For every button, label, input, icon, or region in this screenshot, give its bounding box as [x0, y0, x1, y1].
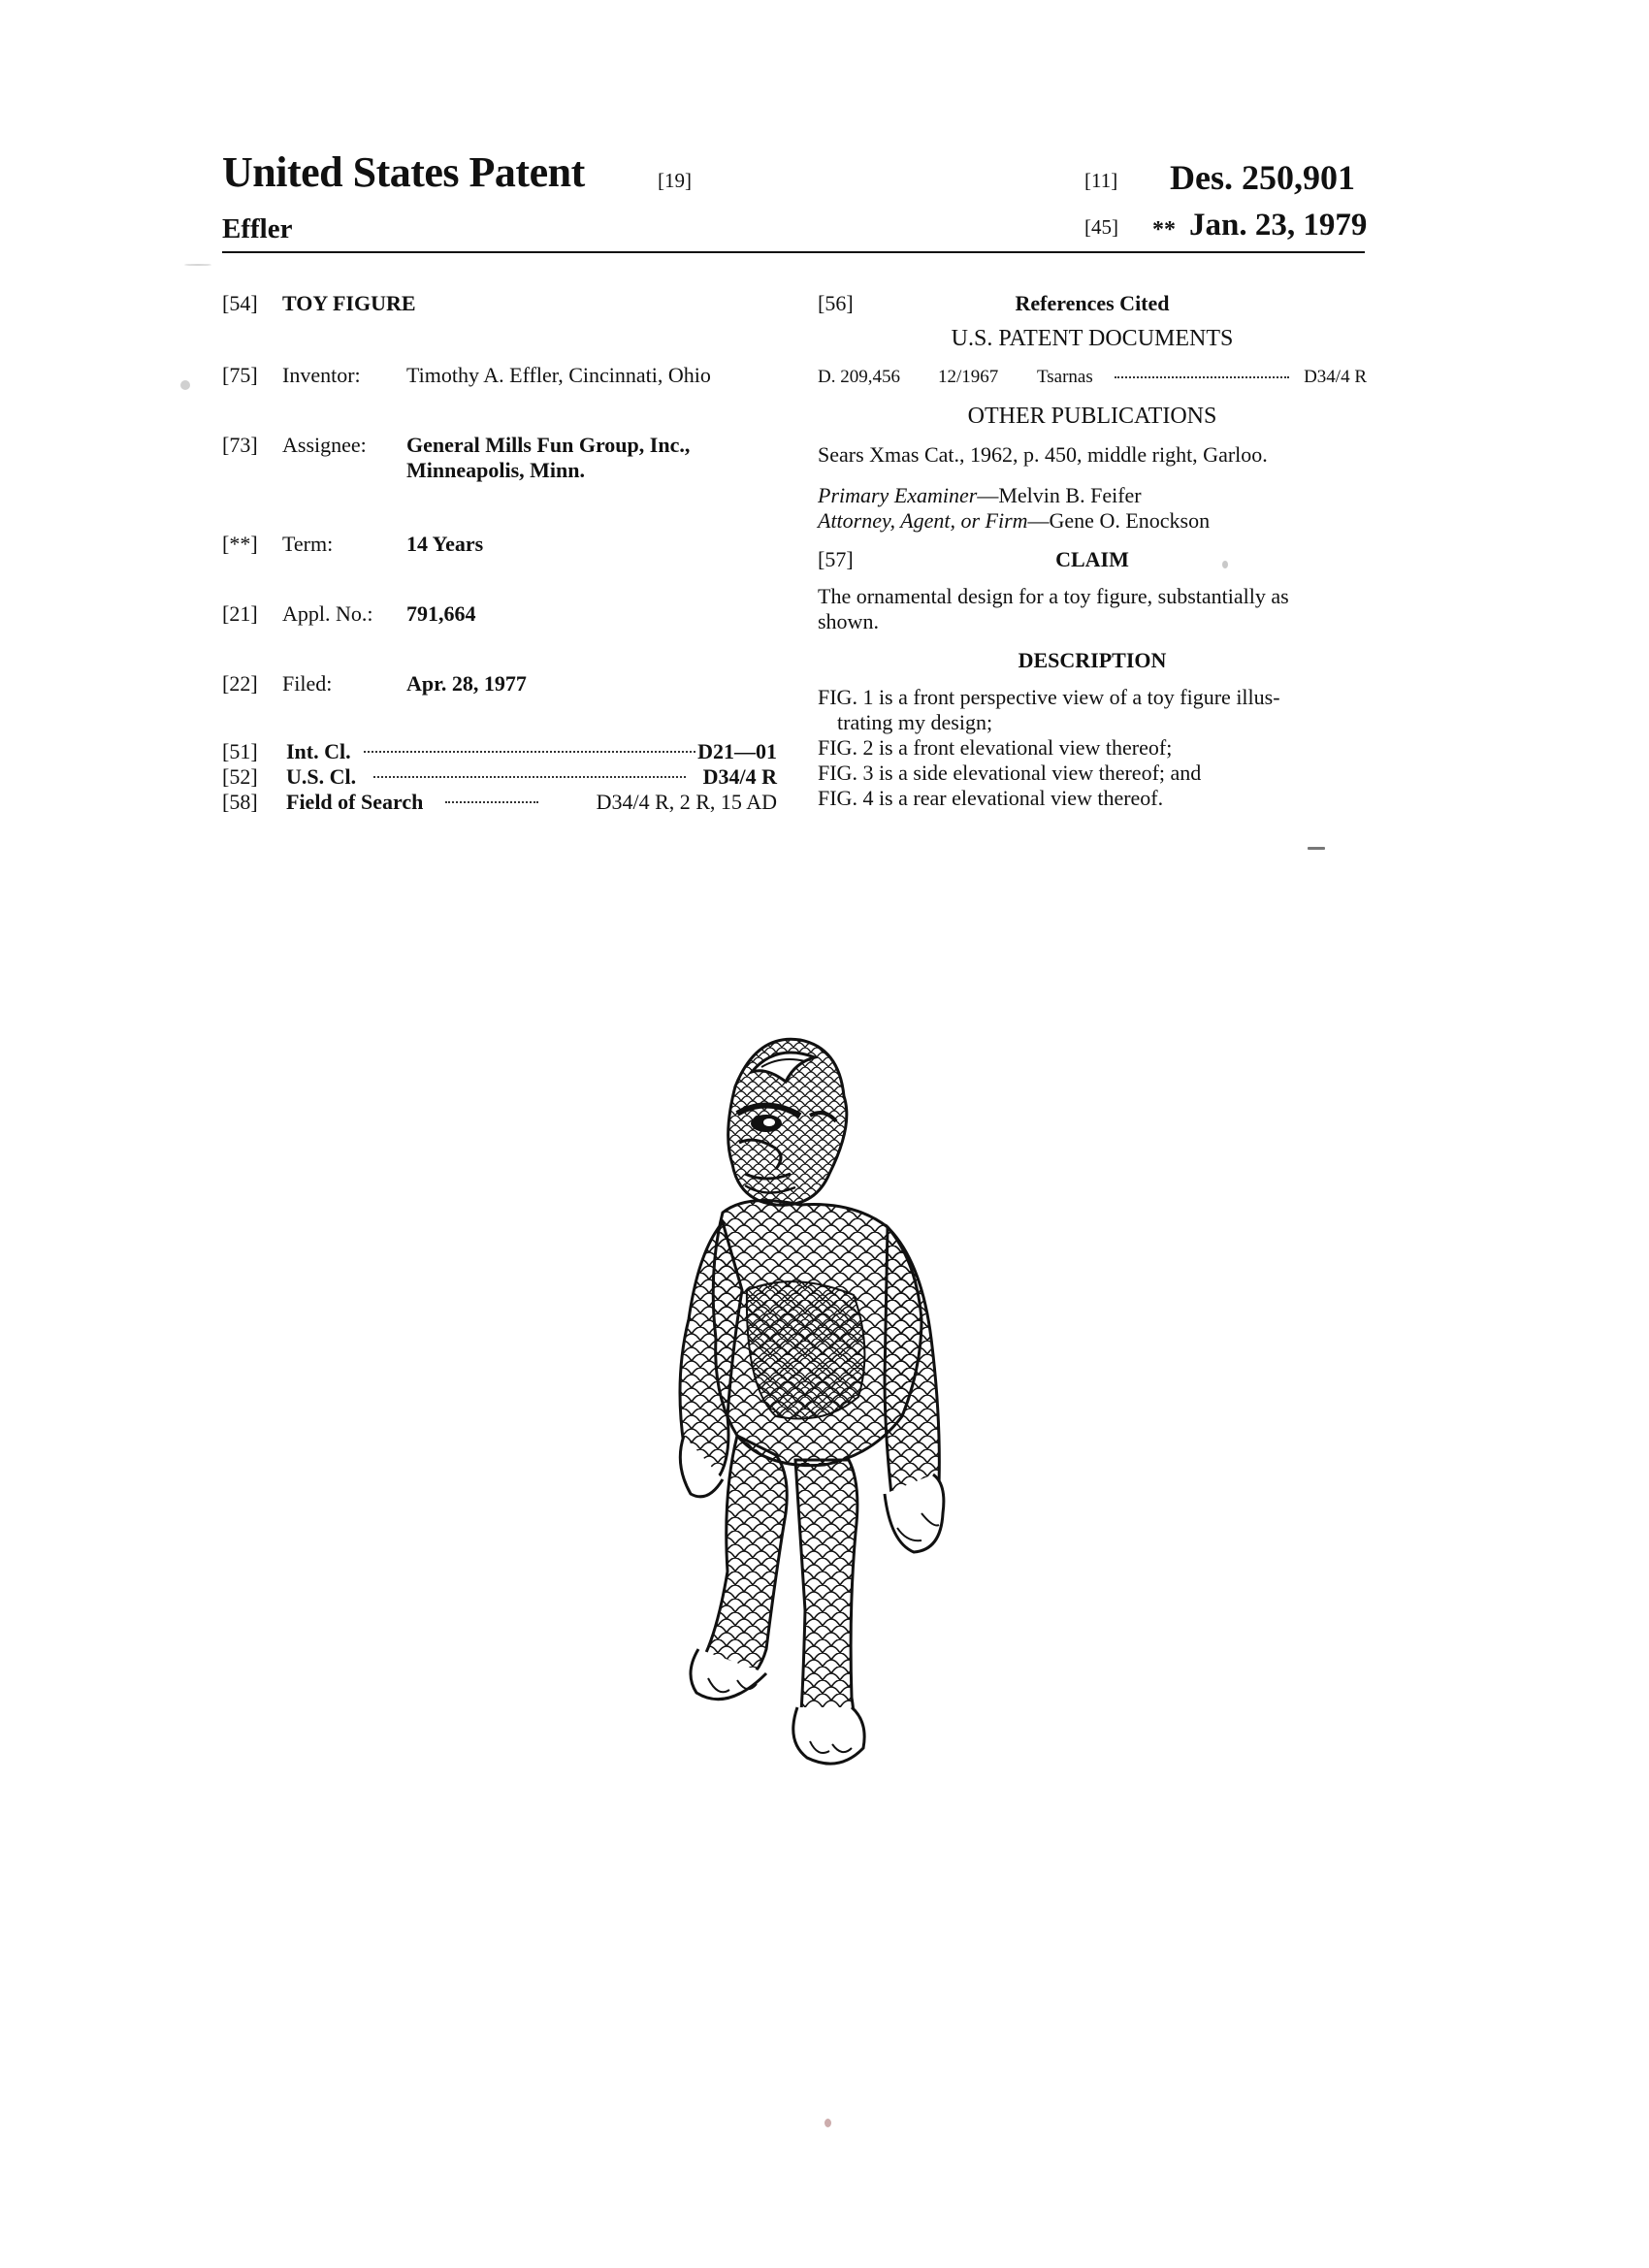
header-rule	[222, 251, 1365, 253]
toy-figure-drawing	[630, 1028, 1077, 1775]
description-line: trating my design;	[837, 710, 993, 734]
us-cl-value: D34/4 R	[702, 764, 777, 789]
us-patent-documents-heading: U.S. PATENT DOCUMENTS	[951, 326, 1234, 351]
claim-heading: CLAIM	[1055, 547, 1129, 571]
other-publications-heading: OTHER PUBLICATIONS	[967, 404, 1217, 429]
leader-dots	[364, 751, 695, 753]
patent-number-tag: [11]	[1084, 169, 1118, 192]
leader-dots	[1115, 376, 1289, 378]
patent-date: Jan. 23, 1979	[1189, 208, 1368, 243]
class-field-of-search: [58] Field of Search D34/4 R, 2 R, 15 AD	[222, 790, 777, 814]
figure-belly	[747, 1281, 865, 1418]
scan-speck	[824, 2119, 831, 2127]
int-cl-value: D21—01	[697, 739, 777, 763]
field-title-value: TOY FIGURE	[282, 291, 416, 315]
filed-value: Apr. 28, 1977	[406, 671, 527, 696]
description-line: FIG. 2 is a front elevational view thereof;	[818, 735, 1173, 760]
other-publication-entry: Sears Xmas Cat., 1962, p. 450, middle right, Garloo.	[818, 442, 1268, 467]
date-mark: **	[1152, 217, 1176, 243]
term-value: 14 Years	[406, 532, 484, 556]
patent-number: Des. 250,901	[1170, 158, 1355, 197]
title-tag: [19]	[658, 169, 692, 192]
appl-no-value: 791,664	[406, 601, 476, 626]
references-heading: References Cited	[1015, 291, 1170, 315]
scan-speck	[180, 380, 190, 390]
assignee-value-line2: Minneapolis, Minn.	[406, 458, 585, 482]
claim-text-line2: shown.	[818, 609, 879, 633]
description-line: FIG. 1 is a front perspective view of a toy figure illus-	[818, 685, 1280, 709]
scan-speck	[1222, 561, 1228, 568]
assignee-value: General Mills Fun Group, Inc.,	[406, 433, 691, 457]
patent-title: United States Patent	[222, 148, 585, 196]
description-line: FIG. 4 is a rear elevational view thereof.	[818, 786, 1164, 810]
attorney: Attorney, Agent, or Firm—Gene O. Enockson	[818, 508, 1211, 533]
class-int: [51] Int. Cl. D21—01	[222, 739, 777, 763]
date-tag: [45]	[1084, 215, 1118, 239]
claim-tag: [57]	[818, 547, 854, 571]
claim-text-line1: The ornamental design for a toy figure, substantially as	[818, 584, 1289, 608]
figure-right-leg	[795, 1460, 857, 1747]
description-line: FIG. 3 is a side elevational view thereof; and	[818, 761, 1202, 785]
inventor-value: Timothy A. Effler, Cincinnati, Ohio	[406, 363, 711, 387]
description-heading: DESCRIPTION	[1018, 648, 1167, 672]
leader-dots	[373, 776, 686, 778]
scan-speck	[1308, 847, 1325, 850]
inventor-short-name: Effler	[222, 213, 293, 244]
primary-examiner: Primary Examiner—Melvin B. Feifer	[818, 483, 1142, 507]
leader-dots	[445, 801, 538, 803]
class-us: [52] U.S. Cl. D34/4 R	[222, 764, 777, 789]
references-tag: [56]	[818, 291, 854, 315]
scan-speck	[184, 264, 211, 266]
field-of-search-value: D34/4 R, 2 R, 15 AD	[596, 790, 777, 814]
toy-figure-illustration	[630, 1028, 1077, 1775]
